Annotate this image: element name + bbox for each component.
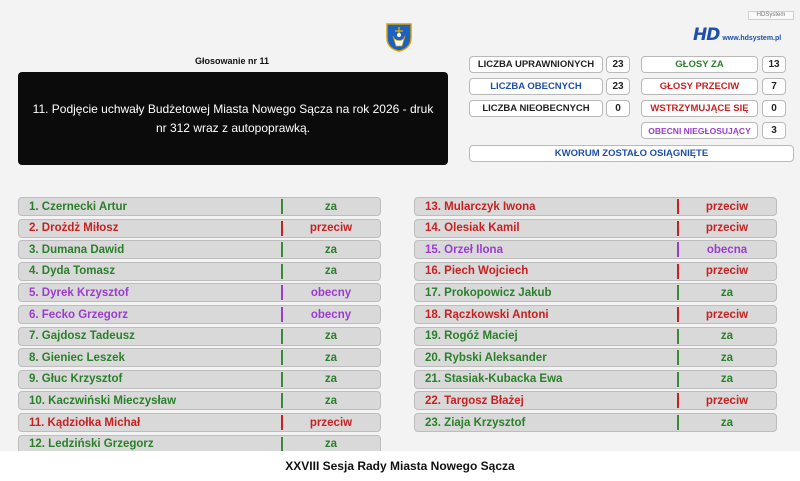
member-vote: obecny: [310, 286, 352, 299]
member-name: 16. Piech Wojciech: [425, 265, 529, 278]
stat-niegłosujacy-label: OBECNI NIEGŁOSUJĄCY: [641, 122, 758, 139]
member-name: 12. Ledziński Grzegorz: [29, 438, 154, 451]
member-row: [414, 370, 777, 389]
quorum-status: KWORUM ZOSTAŁO OSIĄGNIĘTE: [469, 145, 794, 162]
member-row: [414, 348, 777, 367]
vote-separator: [281, 264, 283, 279]
member-row: [18, 435, 381, 451]
vote-separator: [677, 199, 679, 214]
member-vote: za: [324, 351, 338, 364]
vote-separator: [677, 242, 679, 257]
member-vote: obecna: [706, 243, 748, 256]
member-name: 7. Gajdosz Tadeusz: [29, 330, 135, 343]
member-name: 10. Kaczwiński Mieczysław: [29, 394, 177, 407]
vote-separator: [677, 264, 679, 279]
member-vote: za: [720, 286, 734, 299]
member-vote: za: [720, 351, 734, 364]
member-vote: przeciw: [705, 265, 749, 278]
member-name: 4. Dyda Tomasz: [29, 265, 116, 278]
member-row: [18, 413, 381, 432]
member-name: 13. Mularczyk Iwona: [425, 200, 536, 213]
vote-separator: [281, 242, 283, 257]
member-row: [414, 240, 777, 259]
stat-za-label: GŁOSY ZA: [641, 56, 758, 73]
member-name: 9. Głuc Krzysztof: [29, 373, 123, 386]
member-name: 15. Orzeł Ilona: [425, 243, 503, 256]
vote-separator: [677, 415, 679, 430]
stat-wstrzymujace-label: WSTRZYMUJĄCE SIĘ: [641, 100, 758, 117]
member-row: [18, 305, 381, 324]
window-title: HDSystem: [748, 11, 794, 20]
vote-separator: [281, 307, 283, 322]
vote-separator: [281, 415, 283, 430]
member-name: 19. Rogóż Maciej: [425, 330, 518, 343]
vote-separator: [281, 393, 283, 408]
member-name: 11. Kądziołka Michał: [29, 416, 141, 429]
stat-przeciw-value: 7: [762, 78, 786, 95]
member-vote: za: [324, 330, 338, 343]
member-row: [414, 305, 777, 324]
stat-przeciw-label: GŁOSY PRZECIW: [641, 78, 758, 95]
member-name: 8. Gieniec Leszek: [29, 351, 125, 364]
member-row: [18, 219, 381, 238]
city-crest-icon: [385, 22, 413, 52]
vote-separator: [677, 372, 679, 387]
member-name: 5. Dyrek Krzysztof: [29, 286, 129, 299]
stat-obecnych-value: 23: [606, 78, 630, 95]
member-row: [18, 240, 381, 259]
member-name: 2. Drożdż Miłosz: [29, 222, 119, 235]
member-vote: za: [324, 373, 338, 386]
member-name: 3. Dumana Dawid: [29, 243, 125, 256]
member-vote: za: [324, 200, 338, 213]
vote-separator: [281, 329, 283, 344]
member-name: 6. Fecko Grzegorz: [29, 308, 129, 321]
member-row: [414, 219, 777, 238]
vote-separator: [677, 393, 679, 408]
member-row: [414, 391, 777, 410]
vote-separator: [281, 437, 283, 451]
vote-separator: [281, 350, 283, 365]
member-vote: przeciw: [705, 200, 749, 213]
member-vote: przeciw: [705, 394, 749, 407]
hdsystem-logo: [693, 24, 793, 46]
member-name: 18. Rączkowski Antoni: [425, 308, 549, 321]
vote-subject-text: 11. Podjęcie uchwały Budżetowej Miasta Nowego Sącza na rok 2026 - druk nr 312 wraz z autopoprawką.: [32, 101, 434, 135]
member-vote: za: [720, 373, 734, 386]
stat-uprawnionych-value: 23: [606, 56, 630, 73]
member-vote: za: [324, 265, 338, 278]
member-name: 20. Rybski Aleksander: [425, 351, 547, 364]
member-vote: przeciw: [309, 222, 353, 235]
stat-za-value: 13: [762, 56, 786, 73]
member-name: 21. Stasiak-Kubacka Ewa: [425, 373, 563, 386]
member-vote: za: [324, 243, 338, 256]
member-row: [414, 327, 777, 346]
member-name: 22. Targosz Błażej: [425, 394, 524, 407]
session-caption: XXVIII Sesja Rady Miasta Nowego Sącza: [0, 451, 800, 481]
member-name: 23. Ziaja Krzysztof: [425, 416, 526, 429]
stat-nieobecnych-value: 0: [606, 100, 630, 117]
member-vote: przeciw: [705, 222, 749, 235]
vote-separator: [677, 307, 679, 322]
vote-separator: [677, 285, 679, 300]
stat-niegłosujacy-value: 3: [762, 122, 786, 139]
member-vote: za: [324, 394, 338, 407]
member-vote: za: [324, 438, 338, 451]
vote-subject-box: [18, 72, 448, 165]
member-row: [18, 391, 381, 410]
member-vote: za: [720, 330, 734, 343]
member-name: 1. Czernecki Artur: [29, 200, 127, 213]
member-vote: przeciw: [309, 416, 353, 429]
vote-separator: [281, 199, 283, 214]
stat-uprawnionych-label: LICZBA UPRAWNIONYCH: [469, 56, 603, 73]
stat-nieobecnych-label: LICZBA NIEOBECNYCH: [469, 100, 603, 117]
member-row: [414, 283, 777, 302]
member-vote: za: [720, 416, 734, 429]
member-name: 17. Prokopowicz Jakub: [425, 286, 552, 299]
vote-separator: [281, 285, 283, 300]
vote-separator: [677, 221, 679, 236]
vote-number-label: Głosowanie nr 11: [194, 56, 270, 66]
member-vote: przeciw: [705, 308, 749, 321]
member-row: [414, 197, 777, 216]
member-row: [18, 283, 381, 302]
stat-obecnych-label: LICZBA OBECNYCH: [469, 78, 603, 95]
vote-separator: [677, 350, 679, 365]
hd-logo-url: www.hdsystem.pl: [722, 34, 782, 42]
member-row: [18, 327, 381, 346]
member-row: [18, 262, 381, 281]
vote-separator: [677, 329, 679, 344]
member-row: [18, 370, 381, 389]
vote-separator: [281, 372, 283, 387]
member-vote: obecny: [310, 308, 352, 321]
member-row: [18, 348, 381, 367]
stat-wstrzymujace-value: 0: [762, 100, 786, 117]
member-name: 14. Olesiak Kamil: [425, 222, 520, 235]
member-row: [18, 197, 381, 216]
vote-separator: [281, 221, 283, 236]
hd-logo-mark: HD: [693, 25, 720, 45]
member-row: [414, 262, 777, 281]
member-row: [414, 413, 777, 432]
